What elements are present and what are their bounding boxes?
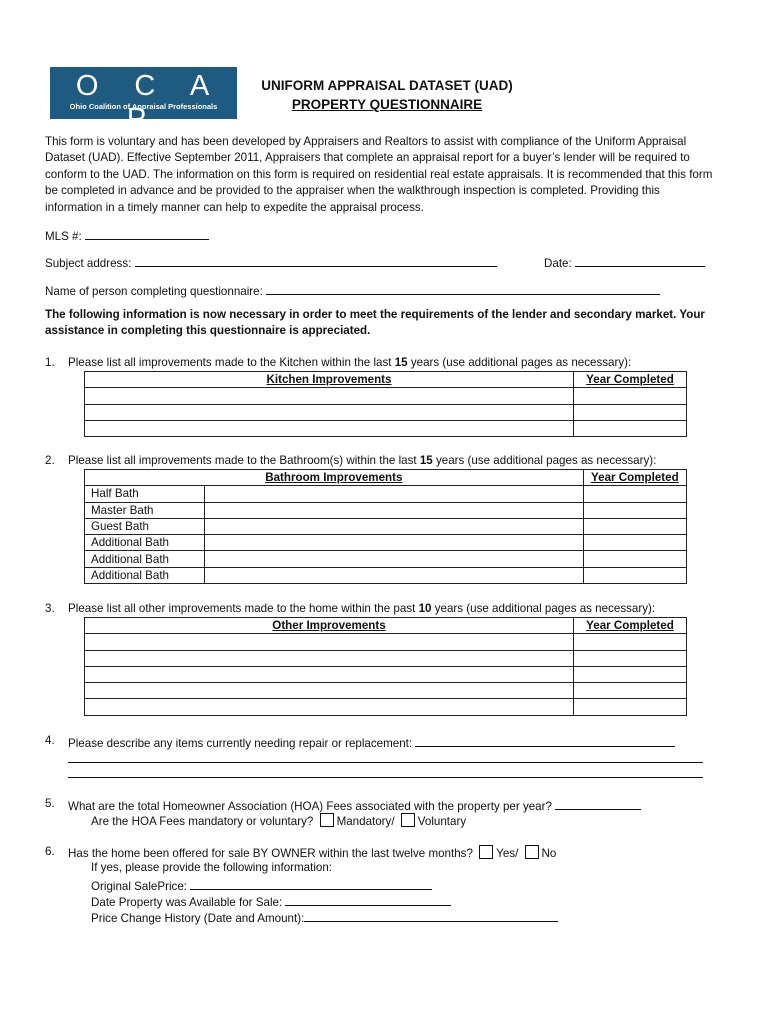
table-row xyxy=(85,618,687,634)
form-title: UNIFORM APPRAISAL DATASET (UAD) xyxy=(261,78,513,93)
table-row xyxy=(85,502,687,518)
q3-text-pre: Please list all other improvements made to the home within the past xyxy=(68,602,419,615)
ocap-logo xyxy=(50,67,237,135)
q4-text xyxy=(68,734,675,750)
table-row xyxy=(85,518,687,534)
table-cell[interactable] xyxy=(583,486,686,502)
voluntary-checkbox[interactable] xyxy=(401,813,415,827)
date-available-input-line[interactable] xyxy=(285,893,451,906)
original-price-input-line[interactable] xyxy=(190,877,432,890)
q3-text-post: years (use additional pages as necessary): xyxy=(431,602,656,615)
no-checkbox[interactable] xyxy=(525,845,539,859)
table-cell[interactable] xyxy=(205,518,584,534)
q1-text-pre: Please list all improvements made to the Kitchen within the last xyxy=(68,356,395,369)
table-cell[interactable] xyxy=(574,420,687,436)
kitchen-col-header: Kitchen Improvements xyxy=(85,372,574,388)
q3-years: 10 xyxy=(418,602,432,615)
table-row xyxy=(85,420,687,436)
q1-text-post: years (use additional pages as necessary): xyxy=(407,356,632,369)
name-input-line[interactable] xyxy=(266,282,660,295)
q2-text-pre: Please list all improvements made to the Bathroom(s) within the last xyxy=(68,454,420,467)
q4-text-label: Please describe any items currently needing repair or replacement: xyxy=(68,737,413,750)
q6-text-label: Has the home been offered for sale BY OWNER within the last twelve months? xyxy=(68,847,473,860)
table-cell[interactable] xyxy=(85,683,574,699)
table-cell[interactable] xyxy=(574,404,687,420)
name-label: Name of person completing questionnaire: xyxy=(45,285,263,298)
table-cell[interactable] xyxy=(574,683,687,699)
logo-subtitle: Ohio Coalition of Appraisal Professionals xyxy=(69,102,218,111)
table-row xyxy=(85,470,687,486)
mls-input-line[interactable] xyxy=(85,227,209,240)
bath-row-label: Master Bath xyxy=(85,502,205,518)
table-row xyxy=(85,535,687,551)
table-cell[interactable] xyxy=(85,420,574,436)
date-label: Date: xyxy=(544,257,572,270)
form-subtitle: PROPERTY QUESTIONNAIRE xyxy=(291,97,483,112)
price-history-field xyxy=(91,909,558,925)
mls-field xyxy=(45,227,209,243)
table-cell[interactable] xyxy=(85,699,574,715)
date-available-field xyxy=(91,893,451,909)
q1-text xyxy=(68,356,631,369)
q5-text-label: What are the total Homeowner Association (HOA) Fees associated with the property per year? xyxy=(68,800,552,813)
bath-row-label: Additional Bath xyxy=(85,535,205,551)
table-cell[interactable] xyxy=(574,666,687,682)
table-cell[interactable] xyxy=(574,634,687,650)
bath-row-label: Guest Bath xyxy=(85,518,205,534)
q4-line-2[interactable] xyxy=(68,762,703,763)
table-cell[interactable] xyxy=(583,502,686,518)
other-col-header: Other Improvements xyxy=(85,618,574,634)
price-history-input-line[interactable] xyxy=(304,909,558,922)
table-cell[interactable] xyxy=(85,404,574,420)
name-field xyxy=(45,282,660,298)
bathroom-year-header: Year Completed xyxy=(583,470,686,486)
table-row xyxy=(85,551,687,567)
q2-text-post: years (use additional pages as necessary): xyxy=(432,454,657,467)
table-row xyxy=(85,404,687,420)
bathroom-col-header: Bathroom Improvements xyxy=(85,470,584,486)
voluntary-label: Voluntary xyxy=(417,815,467,828)
table-cell[interactable] xyxy=(85,650,574,666)
q5-text xyxy=(68,797,641,813)
kitchen-year-header: Year Completed xyxy=(574,372,687,388)
other-year-header: Year Completed xyxy=(574,618,687,634)
table-row xyxy=(85,372,687,388)
yes-label: Yes/ xyxy=(496,847,519,860)
other-improvements-table xyxy=(84,617,687,716)
q1-years: 15 xyxy=(394,356,408,369)
intro-paragraph: This form is voluntary and has been developed by Appraisers and Realtors to assist with compliance of the Uniform Appraisal Dataset (UAD). Effective September 2011, Appraisers that complete an appraisal report for a buyer’s lender will be required to conform to the UAD. The information on this form is required on residential real estate appraisals. It is recommended that this form be completed in advance and be provided to the appraiser when the walkthrough inspection is completed. Providing this information in a timely manner can help to expedite the appraisal process. xyxy=(45,135,713,214)
q3-text xyxy=(68,602,655,615)
q2-text xyxy=(68,454,656,467)
q4-number: 4. xyxy=(45,734,55,747)
hoa-fees-input-line[interactable] xyxy=(555,797,641,810)
subject-address-field xyxy=(45,254,497,270)
kitchen-table xyxy=(84,371,687,437)
table-cell[interactable] xyxy=(205,567,584,583)
table-cell[interactable] xyxy=(583,518,686,534)
date-field xyxy=(544,254,705,270)
table-row xyxy=(85,699,687,715)
q6-text xyxy=(68,845,556,860)
subject-address-input-line[interactable] xyxy=(135,254,497,267)
table-cell[interactable] xyxy=(583,535,686,551)
price-history-label: Price Change History (Date and Amount): xyxy=(91,912,305,925)
q5-sub xyxy=(91,813,466,828)
q2-number: 2. xyxy=(45,454,55,467)
bath-row-label: Half Bath xyxy=(85,486,205,502)
bath-row-label: Additional Bath xyxy=(85,551,205,567)
q6-ifyes: If yes, please provide the following information: xyxy=(91,861,333,874)
bath-row-label: Additional Bath xyxy=(85,567,205,583)
mandatory-checkbox[interactable] xyxy=(320,813,334,827)
table-cell[interactable] xyxy=(574,388,687,404)
logo-letters: O C A P xyxy=(75,70,224,135)
mls-label: MLS #: xyxy=(45,230,82,243)
q6-number: 6. xyxy=(45,845,55,858)
table-cell[interactable] xyxy=(85,666,574,682)
no-label: No xyxy=(541,847,557,860)
q1-number: 1. xyxy=(45,356,55,369)
table-cell[interactable] xyxy=(583,551,686,567)
table-row xyxy=(85,486,687,502)
q5-sub-label: Are the HOA Fees mandatory or voluntary? xyxy=(91,815,314,828)
date-input-line[interactable] xyxy=(575,254,705,267)
table-row xyxy=(85,567,687,583)
bathroom-table xyxy=(84,469,687,584)
subject-address-label: Subject address: xyxy=(45,257,132,270)
q3-number: 3. xyxy=(45,602,55,615)
table-row xyxy=(85,650,687,666)
table-cell[interactable] xyxy=(583,567,686,583)
date-available-label: Date Property was Available for Sale: xyxy=(91,896,283,909)
q2-years: 15 xyxy=(419,454,433,467)
q4-line-3[interactable] xyxy=(68,777,703,778)
table-row xyxy=(85,683,687,699)
table-cell[interactable] xyxy=(574,650,687,666)
table-cell[interactable] xyxy=(85,388,574,404)
table-row xyxy=(85,666,687,682)
table-cell[interactable] xyxy=(205,551,584,567)
notice-text: The following information is now necessary in order to meet the requirements of the lender and secondary market. Your assistance in completing this questionnaire is appreciated. xyxy=(45,308,705,338)
table-cell[interactable] xyxy=(574,699,687,715)
table-cell[interactable] xyxy=(205,535,584,551)
mandatory-label: Mandatory/ xyxy=(336,815,395,828)
table-row xyxy=(85,388,687,404)
table-row xyxy=(85,634,687,650)
q4-input-line[interactable] xyxy=(415,734,675,747)
q5-number: 5. xyxy=(45,797,55,810)
table-cell[interactable] xyxy=(205,502,584,518)
original-price-label: Original SalePrice: xyxy=(91,880,188,893)
table-cell[interactable] xyxy=(205,486,584,502)
original-price-field xyxy=(91,877,432,893)
yes-checkbox[interactable] xyxy=(479,845,493,859)
table-cell[interactable] xyxy=(85,634,574,650)
